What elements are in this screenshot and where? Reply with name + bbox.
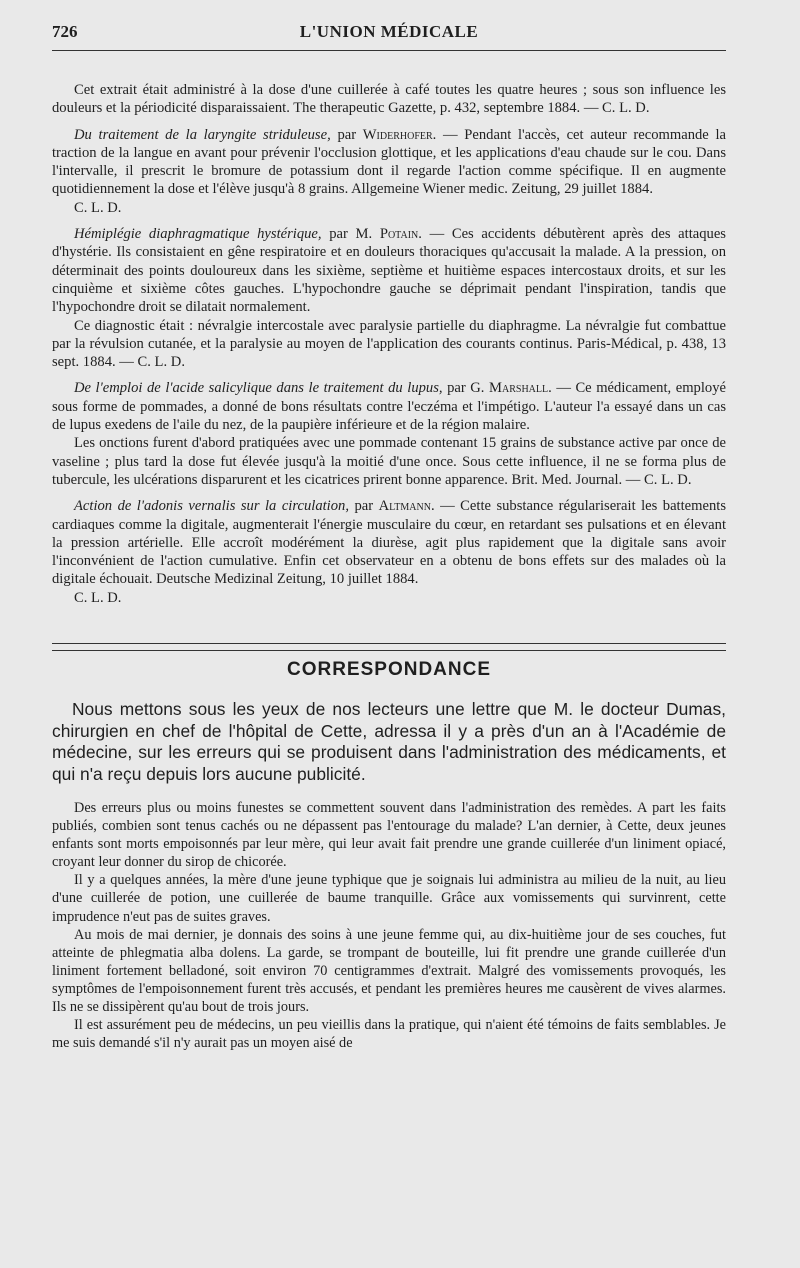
letter-paragraph: Des erreurs plus ou moins funestes se commettent souvent dans l'administration des remèdes. A part les faits publiés, combien sont tenus cachés ou ne dépassent pas l'entourage du malade? L'an dernier, à Cette, deux jeunes enfants sont morts empoisonnés par leur mère, qui leur avait fait prendre une grande cuillerée d'un liniment opiacé, croyant leur donner du sirop de chicorée. bbox=[52, 800, 726, 871]
article-author: Widerhofer. bbox=[362, 126, 437, 143]
author-prefix: par M. bbox=[329, 226, 373, 243]
article-paragraph: — Pendant l'accès, cet auteur recommande la traction de la langue en avant pour prévenir l'occlusion glottique, et les applications d'eau chaude sur le cou. Dans l'intervalle, il prescrit le bromure de potassium dont il regarde l'action comme spécifique. Il en augmente quotidiennement la dose et l'élève jusqu'à 8 grains. Allgemeine Wiener medic. Zeitung, 29 juillet 1884. bbox=[52, 126, 726, 198]
article-author: Marshall. bbox=[489, 380, 552, 397]
letter-paragraph: Il est assurément peu de médecins, un peu vieillis dans la pratique, qui n'aient été témoins de faits semblables. Je me suis demandé s'il n'y aurait pas un moyen aisé de bbox=[52, 1017, 726, 1052]
page-header bbox=[52, 14, 726, 51]
article-paragraph: Ce diagnostic était : névralgie intercostale avec paralysie partielle du diaphragme. La névralgie fut combattue par la révulsion cutanée, et la paralysie au moyen de l'application des courants continus. Paris-Médical, p. 438, 13 sept. 1884. — C. L. D. bbox=[52, 317, 726, 371]
author-prefix: par G. bbox=[447, 380, 485, 397]
letter-paragraph: Il y a quelques années, la mère d'une jeune typhique que je soignais lui administra au milieu de la nuit, au lieu d'une cuillerée de potion, une cuillerée de baume tranquille. Grâce aux vomissements qui survinrent, cette imprudence n'eut pas de suites graves. bbox=[52, 872, 726, 925]
signature: C. L. D. bbox=[74, 589, 122, 606]
article-author: Potain. bbox=[379, 226, 422, 243]
letter-body bbox=[52, 799, 726, 1052]
article-author: Altmann. bbox=[378, 498, 435, 515]
author-prefix: par bbox=[354, 498, 374, 515]
article-title: De l'emploi de l'acide salicylique dans le traitement du lupus, bbox=[74, 380, 443, 397]
article-title: Du traitement de la laryngite striduleuse, bbox=[74, 126, 331, 143]
page-number: 726 bbox=[52, 22, 78, 41]
letter-paragraph: Au mois de mai dernier, je donnais des soins à une jeune femme qui, au dix-huitième jour de ses couches, fut atteinte de phlegmatia alba dolens. La garde, se trompant de bouteille, lui fit prendre une grande cuillerée d'un liniment fortement belladoné, soit environ 70 centigrammes d'extrait. Malgré des vomissements provoqués, les symptômes de l'empoisonnement furent très accusés, et pendant les premières heures me causèrent de vives alarmes. Ils ne se dissipèrent qu'au bout de trois jours. bbox=[52, 926, 726, 1016]
section-intro: Nous mettons sous les yeux de nos lecteurs une lettre que M. le docteur Dumas, chirurgien en chef de l'hôpital de Cette, adressa il y a près d'un an à l'Académie de médecine, sur les erreurs qui se produisent dans l'administration des médicaments, et qui n'a reçu depuis lors aucune publicité. bbox=[52, 699, 726, 784]
article-paragraph: Cet extrait était administré à la dose d'une cuillerée à café toutes les quatre heures ; sous son influence les douleurs et la périodicité disparaissaient. The therapeutic Gazette, p. 432, septembre 1884. — C. L. D. bbox=[52, 82, 726, 117]
article-paragraph: — Ce médicament, employé sous forme de pommades, a donné de bons résultats contre l'eczéma et l'impétigo. L'auteur l'a essayé dans un cas de lupus exedens de l'aile du nez, de la paupière inférieure et de la région malaire. bbox=[52, 380, 726, 434]
section-title: CORRESPONDANCE bbox=[286, 659, 492, 681]
article-paragraph: — Ces accidents débutèrent après des attaques d'hystérie. Ils consistaient en gêne respiratoire et en douleurs thoraciques qu'accusait la malade. A la pression, on déterminait des points douloureux dans les sixième, septième et huitième espaces intercostaux droits, et sur les cinquième et sixième côtes gauches. L'hypochondre gauche se déprimait pendant l'inspiration, tandis que l'hypochondre droit se dilatait normalement. bbox=[52, 226, 726, 316]
article-title: Hémiplégie diaphragmatique hystérique, bbox=[74, 226, 322, 243]
article-paragraph: — Cette substance régulariserait les battements cardiaques comme la digitale, augmenterait l'énergie musculaire du cœur, en retardant ses pulsations et en élevant la pression artérielle. Elle accroît modérément la diurèse, agit plus rapidement que la digitale sans avoir l'inconvénient de l'action cumulative. Enfin cet observateur en a obtenu de bons effets sur des malades où la digitale échouait. Deutsche Medizinal Zeitung, 10 juillet 1884. bbox=[52, 498, 727, 588]
running-title: L'UNION MÉDICALE bbox=[299, 22, 479, 41]
article-lupus bbox=[52, 379, 726, 434]
article-paragraph: Les onctions furent d'abord pratiquées avec une pommade contenant 15 grains de substance active par once de vaseline ; plus tard la dose fut élevée jusqu'à la moitié d'une once. Sous cette influence, il ne se forma plus de tubercule, les ulcérations disparurent et les cicatrices prirent bonne apparence. Brit. Med. Journal. — C. L. D. bbox=[52, 435, 726, 488]
article-adonis bbox=[52, 497, 726, 588]
signature: C. L. D. bbox=[74, 199, 122, 216]
abstracts-section bbox=[52, 81, 726, 607]
author-prefix: par bbox=[337, 126, 357, 143]
article-title: Action de l'adonis vernalis sur la circulation, bbox=[74, 498, 349, 515]
article-laryngite bbox=[52, 126, 726, 199]
section-divider bbox=[52, 643, 726, 651]
article-hemiplegie bbox=[52, 225, 726, 316]
